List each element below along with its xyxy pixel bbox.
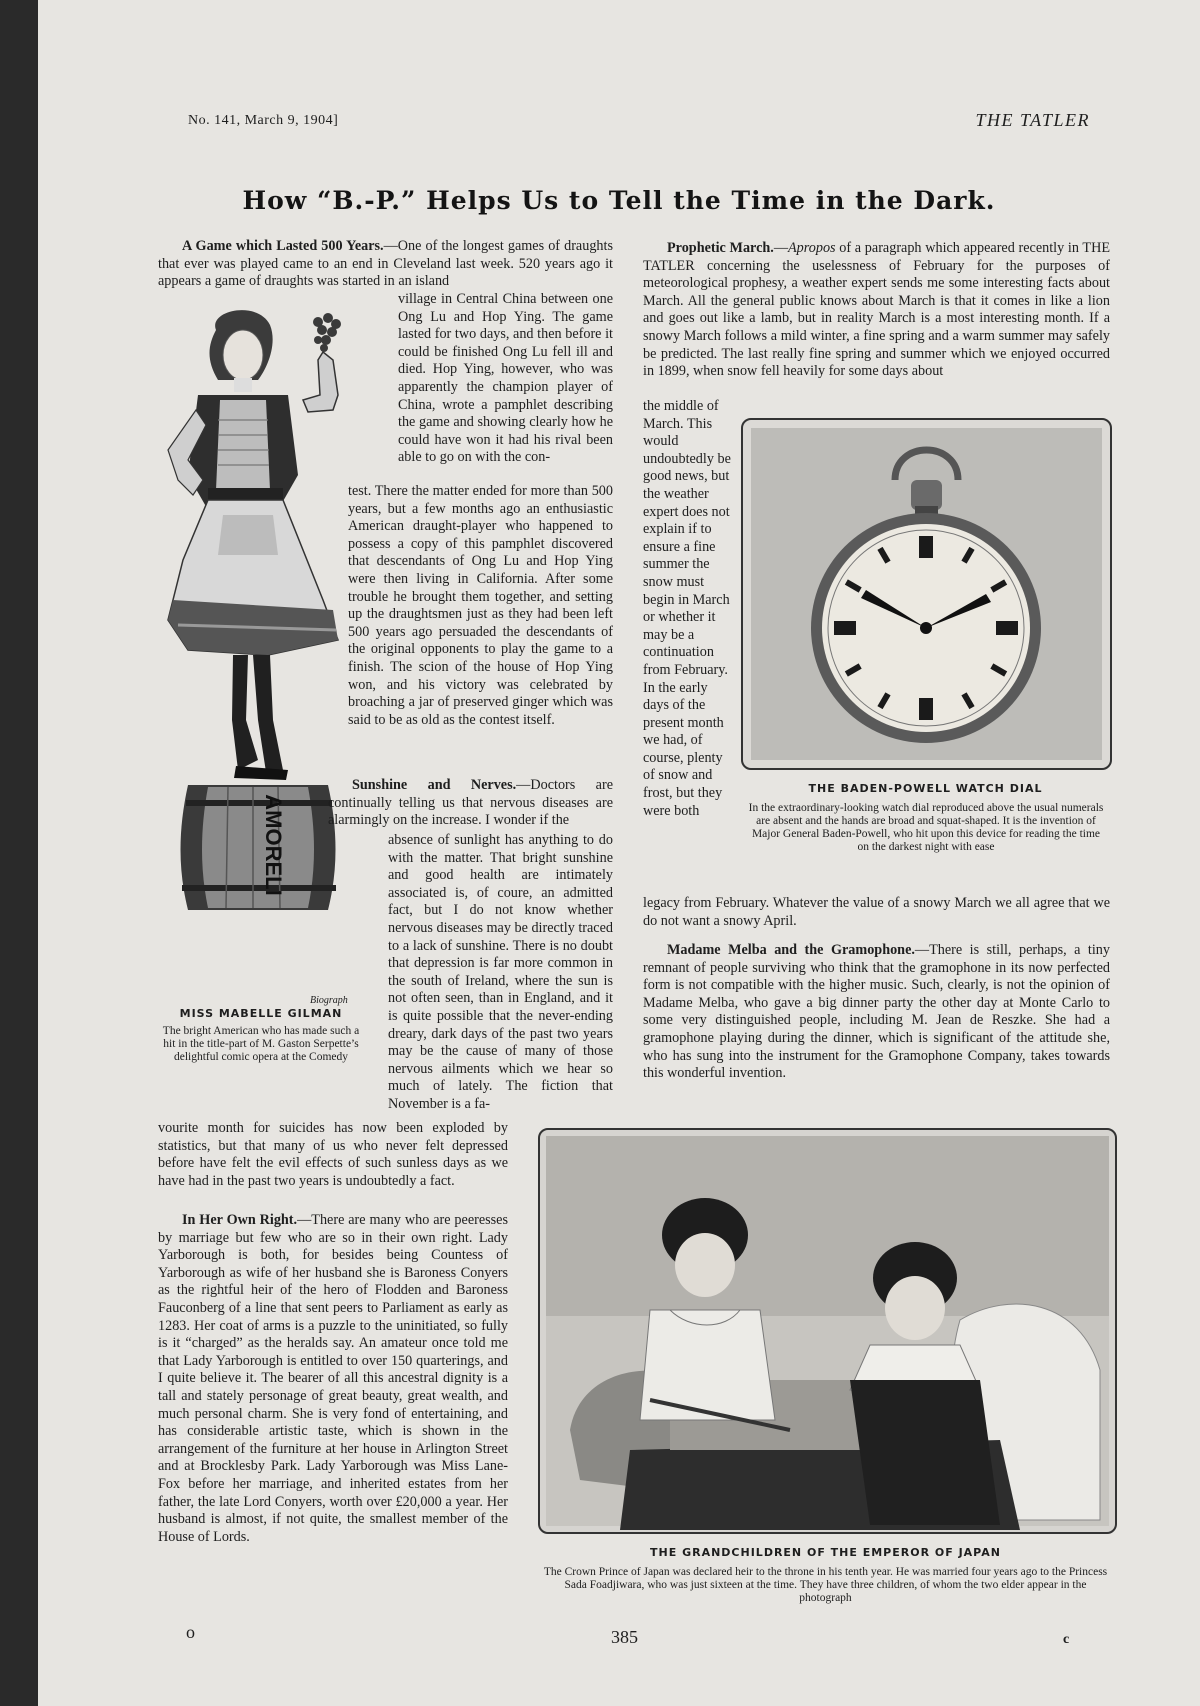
article-game-continued bbox=[348, 483, 613, 729]
article-march-intro bbox=[643, 240, 1110, 381]
article-melba bbox=[643, 942, 1110, 1083]
photo-mabelle-gilman bbox=[148, 300, 378, 990]
article-body-sunshine-narrow: absence of sunlight has anything to do with the matter. That bright sunshine and good health are intimately associated is, of coure, an admitted fact, but I do not know whether nervous diseases may be directly traced to a lack of sunshine. There is no doubt that depression is far more common in the south of Ireland, where the sun is not often seen, than in England, and it is quite possible that the never-ending dreary, dark days of the past two years may be the cause of many of those nervous ailments which we hear so much of lately. The fiction that November is a fa- bbox=[388, 832, 613, 1112]
article-heading-own-right: In Her Own Right. bbox=[182, 1212, 298, 1228]
article-body-march-italic: Apropos bbox=[788, 240, 836, 256]
footer-mark-left: o bbox=[186, 1622, 195, 1642]
article-game-narrow bbox=[398, 291, 613, 467]
article-heading-melba: Madame Melba and the Gramophone. bbox=[667, 942, 915, 958]
article-body-march-intro: of a paragraph which appeared recently in THE TATLER concerning the uselessness of February for the purposes of meteorological prophesy, a weather expert sends me some interesting facts about March. All the general public knows about March is that it comes in like a lion and goes out like a lamb, but in reality March is a most interesting month. If a snowy March follows a mild winter, a fine spring and a warm summer may safely be predicted. The last really fine spring and summer which we enjoyed occurred in 1899, when snow fell heavily for some days about bbox=[643, 240, 1110, 380]
photo-emperor-grandchildren bbox=[538, 1128, 1117, 1534]
watch-marker bbox=[834, 621, 856, 635]
article-body-sunshine-end: vourite month for suicides has now been exploded by statistics, but that many of us who never felt depressed before have felt the evil effects of such sunless days as we have had in the past two years is undoubtedly a fact. bbox=[158, 1120, 508, 1189]
barrel-lettering: AMORELI bbox=[261, 794, 286, 896]
article-body-march-dash: — bbox=[773, 240, 788, 256]
photo-credit: Biograph bbox=[310, 995, 348, 1006]
photo-watch-dial bbox=[741, 418, 1112, 770]
article-heading-march: Prophetic March. bbox=[667, 240, 774, 256]
watch-caption-title: THE BADEN-POWELL WATCH DIAL bbox=[808, 782, 1043, 795]
footer-mark-right: c bbox=[1063, 1632, 1070, 1647]
issue-date: No. 141, March 9, 1904] bbox=[188, 113, 339, 128]
article-body-melba: —There is still, perhaps, a tiny remnant of people surviving who think that the gramophone in its now perfected form is not compatible with the higher music. Such, clearly, is not the opinion of Madame Melba, who gave a big dinner party the other day at Monte Carlo to some very distinguished people, including M. Jean de Reszke. She had a gramophone playing during the dinner, which is significant of the attitude she, who has sung into the instrument for the Gramophone Company, takes towards this wonderful invention. bbox=[643, 942, 1110, 1082]
japan-caption: The Crown Prince of Japan was declared heir to the throne in his tenth year. He was married four years ago to the Princess Sada Foadjiwara, who was just sixteen at the time. They have three children, of whom the two elder appear in the photograph bbox=[543, 1566, 1108, 1604]
article-body-game-narrow: village in Central China between one Ong Lu and Hop Ying. The game lasted for two days, and then before it could be finished Ong Lu fell ill and died. Hop Ying, however, who was apparently the champion player of China, wrote a pamphlet describing the game and showing clearly how he could have won it had his rival been able to go on with the con- bbox=[398, 291, 613, 466]
article-game-intro bbox=[158, 238, 613, 291]
article-sunshine-intro bbox=[328, 777, 613, 830]
article-march-end bbox=[643, 895, 1110, 930]
japan-caption-title: THE GRANDCHILDREN OF THE EMPEROR OF JAPAN bbox=[650, 1546, 1001, 1559]
watch-marker bbox=[919, 698, 933, 720]
article-body-sunshine-intro: —Doctors are continually telling us that nervous diseases are alarmingly on the increase. I wonder if the bbox=[328, 777, 613, 829]
publication-title: THE TATLER bbox=[975, 110, 1090, 130]
watch-caption: In the extraordinary-looking watch dial reproduced above the usual numerals are absent and the hands are broad and squat-shaped. It is the invention of Major General Baden-Powell, who hit upon this device for reading the time on the darkest night with ease bbox=[748, 802, 1104, 853]
article-own-right bbox=[158, 1212, 508, 1546]
article-sunshine-narrow bbox=[388, 832, 613, 1114]
photo-caption-gilman: The bright American who has made such a hit in the title-part of M. Gaston Serpette’s delightful comic opera at the Comedy bbox=[162, 1025, 360, 1063]
article-body-march-narrow: the middle of March. This would undoubtedly be good news, but the weather expert does not explain if to ensure a fine summer the snow must begin in March or whether it may be a continuation from February. In the early days of the present month we had, of course, plenty of snow and frost, but they were both bbox=[643, 398, 731, 819]
article-body-march-end: legacy from February. Whatever the value of a snowy March we all agree that we do not want a snowy April. bbox=[643, 895, 1110, 929]
article-body-own-right: —There are many who are peeresses by marriage but few who are so in their own right. Lady Yarborough is both, for besides being Countess of Yarborough as wife of her husband she is Baroness Conyers as the rightful heir of the hero of Flodden and Baroness Fauconberg of a line that sent peers to Parliament as early as 1283. Her coat of arms is a puzzle to the uninitiated, so fully is it “charged” as the heralds say. An amateur once told me that Lady Yarborough is entitled to over 150 quarterings, and I quite believe it. The bearer of all this ancestral dignity is a tall and stately personage of great beauty, great wealth, and much personal charm. She is very fond of entertaining, and has considerable artistic taste, which is shown in the arrangement of the furniture at her house in Arlington Street and at Brocklesby Park. Lady Yarborough was Miss Lane-Fox before her marriage, and inherited estates from her father, the late Lord Conyers, worth over £20,000 a year. Her husband is almost, if not quite, the smallest member of the House of Lords. bbox=[158, 1212, 508, 1545]
magazine-page bbox=[38, 0, 1200, 1706]
article-march-narrow bbox=[643, 398, 733, 820]
watch-marker bbox=[919, 536, 933, 558]
article-body-game-intro: —One of the longest games of draughts that ever was played came to an end in Cleveland last week. 520 years ago it appears a game of draughts was started in an island bbox=[158, 238, 613, 290]
article-heading-game: A Game which Lasted 500 Years. bbox=[182, 238, 384, 254]
photo-caption-title-gilman: MISS MABELLE GILMAN bbox=[179, 1007, 343, 1020]
article-body-game-continued: test. There the matter ended for more than 500 years, but a few months ago an enthusiastic American draught-player who happened to possess a copy of this pamphlet discovered that descendants of Ong Lu and Hop Ying were then living in California. After some trouble he brought them together, and setting up the draughtsmen just as they had been left 500 years ago persuaded the descendants of the original opponents to play the game to a finish. The scion of the house of Hop Ying won, and his victory was celebrated by broaching a jar of preserved ginger which was said to be as old as the contest itself. bbox=[348, 483, 613, 728]
page-number: 385 bbox=[611, 1627, 638, 1647]
article-sunshine-end bbox=[158, 1120, 508, 1190]
article-heading-sunshine: Sunshine and Nerves. bbox=[352, 777, 517, 793]
page-headline: How “B.-P.” Helps Us to Tell the Time in the Dark. bbox=[242, 186, 996, 215]
watch-marker bbox=[996, 621, 1018, 635]
